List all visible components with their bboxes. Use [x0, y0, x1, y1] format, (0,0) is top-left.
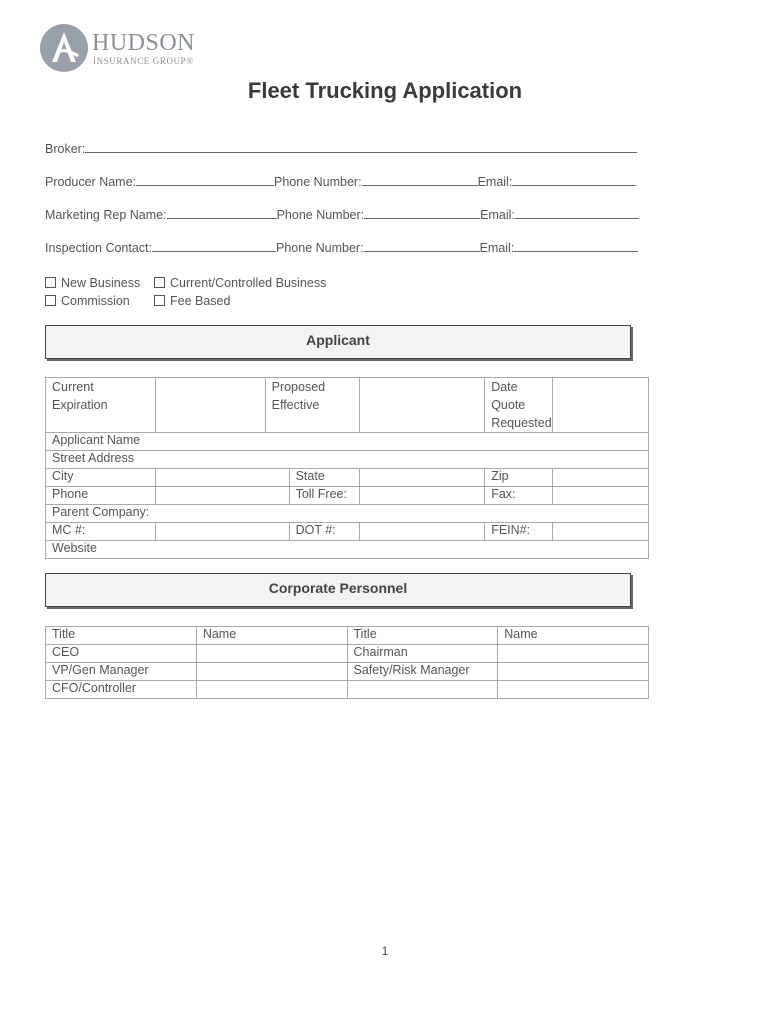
new-business-label: New Business — [61, 276, 141, 290]
fein-field[interactable] — [553, 523, 649, 541]
proposed-effective-label: Proposed Effective — [265, 378, 359, 433]
marketing-phone-label: Phone Number: — [276, 208, 365, 222]
new-business-checkbox[interactable] — [45, 276, 140, 290]
fee-based-label: Fee Based — [170, 294, 231, 308]
ceo-label: CEO — [46, 645, 197, 663]
fax-label: Fax: — [485, 487, 553, 505]
name-col-header-1: Name — [196, 627, 347, 645]
broker-label: Broker: — [45, 142, 86, 156]
empty-name-field[interactable] — [498, 681, 649, 699]
inspection-row — [45, 239, 638, 255]
current-expiration-field[interactable] — [155, 378, 265, 433]
logo-subtitle: INSURANCE GROUP® — [93, 56, 194, 66]
marketing-phone-field[interactable] — [364, 206, 480, 219]
fein-label: FEIN#: — [485, 523, 553, 541]
chairman-label: Chairman — [347, 645, 498, 663]
applicant-table — [45, 377, 649, 559]
commission-checkbox[interactable] — [45, 294, 130, 308]
phone-label: Phone — [46, 487, 156, 505]
zip-label: Zip — [485, 469, 553, 487]
broker-field[interactable] — [85, 140, 637, 153]
inspection-field[interactable] — [152, 239, 276, 252]
marketing-field[interactable] — [167, 206, 277, 219]
current-expiration-label: Current Expiration — [46, 378, 156, 433]
proposed-effective-field[interactable] — [359, 378, 485, 433]
zip-field[interactable] — [553, 469, 649, 487]
producer-phone-label: Phone Number: — [274, 175, 362, 189]
chairman-name-field[interactable] — [498, 645, 649, 663]
page-title: Fleet Trucking Application — [247, 78, 523, 103]
mc-field[interactable] — [155, 523, 289, 541]
toll-free-field[interactable] — [359, 487, 485, 505]
dot-label: DOT #: — [289, 523, 359, 541]
marketing-email-label: Email: — [480, 208, 515, 222]
broker-row — [45, 140, 637, 156]
current-controlled-label: Current/Controlled Business — [170, 276, 327, 290]
safety-label: Safety/Risk Manager — [347, 663, 498, 681]
producer-label: Producer Name: — [45, 175, 137, 189]
street-address-cell[interactable]: Street Address — [46, 451, 649, 469]
hudson-logo-icon — [38, 22, 92, 74]
inspection-label: Inspection Contact: — [45, 241, 153, 255]
checkbox-icon[interactable] — [154, 295, 165, 306]
date-quote-field[interactable] — [553, 378, 649, 433]
city-label: City — [46, 469, 156, 487]
fax-field[interactable] — [553, 487, 649, 505]
inspection-email-label: Email: — [479, 241, 515, 255]
marketing-email-field[interactable] — [515, 206, 639, 219]
inspection-phone-field[interactable] — [364, 239, 480, 252]
title-col-header-1: Title — [46, 627, 197, 645]
city-field[interactable] — [155, 469, 289, 487]
cfo-label: CFO/Controller — [46, 681, 197, 699]
producer-field[interactable] — [136, 173, 274, 186]
producer-phone-field[interactable] — [362, 173, 478, 186]
current-controlled-checkbox[interactable] — [154, 276, 326, 290]
inspection-phone-label: Phone Number: — [276, 241, 364, 255]
website-cell[interactable]: Website — [46, 541, 649, 559]
parent-company-cell[interactable]: Parent Company: — [46, 505, 649, 523]
checkbox-icon[interactable] — [45, 277, 56, 288]
safety-name-field[interactable] — [498, 663, 649, 681]
producer-email-field[interactable] — [512, 173, 636, 186]
logo-name: HUDSON — [92, 30, 196, 56]
state-label: State — [289, 469, 359, 487]
vp-name-field[interactable] — [196, 663, 347, 681]
marketing-label: Marketing Rep Name: — [45, 208, 167, 222]
inspection-email-field[interactable] — [514, 239, 638, 252]
producer-email-label: Email: — [477, 175, 513, 189]
marketing-row — [45, 206, 639, 222]
toll-free-label: Toll Free: — [289, 487, 359, 505]
phone-field[interactable] — [155, 487, 289, 505]
empty-title-field[interactable] — [347, 681, 498, 699]
producer-row — [45, 173, 636, 189]
date-quote-label: Date Quote Requested — [485, 378, 553, 433]
name-col-header-2: Name — [498, 627, 649, 645]
applicant-name-cell[interactable]: Applicant Name — [46, 433, 649, 451]
mc-label: MC #: — [46, 523, 156, 541]
cfo-name-field[interactable] — [196, 681, 347, 699]
page-number: 1 — [381, 944, 389, 958]
commission-label: Commission — [61, 294, 130, 308]
checkbox-icon[interactable] — [45, 295, 56, 306]
vp-label: VP/Gen Manager — [46, 663, 197, 681]
checkbox-icon[interactable] — [154, 277, 165, 288]
personnel-header: Corporate Personnel — [45, 573, 631, 607]
applicant-header: Applicant — [45, 325, 631, 359]
state-field[interactable] — [359, 469, 485, 487]
personnel-table — [45, 626, 649, 699]
title-col-header-2: Title — [347, 627, 498, 645]
fee-based-checkbox[interactable] — [154, 294, 230, 308]
dot-field[interactable] — [359, 523, 485, 541]
ceo-name-field[interactable] — [196, 645, 347, 663]
